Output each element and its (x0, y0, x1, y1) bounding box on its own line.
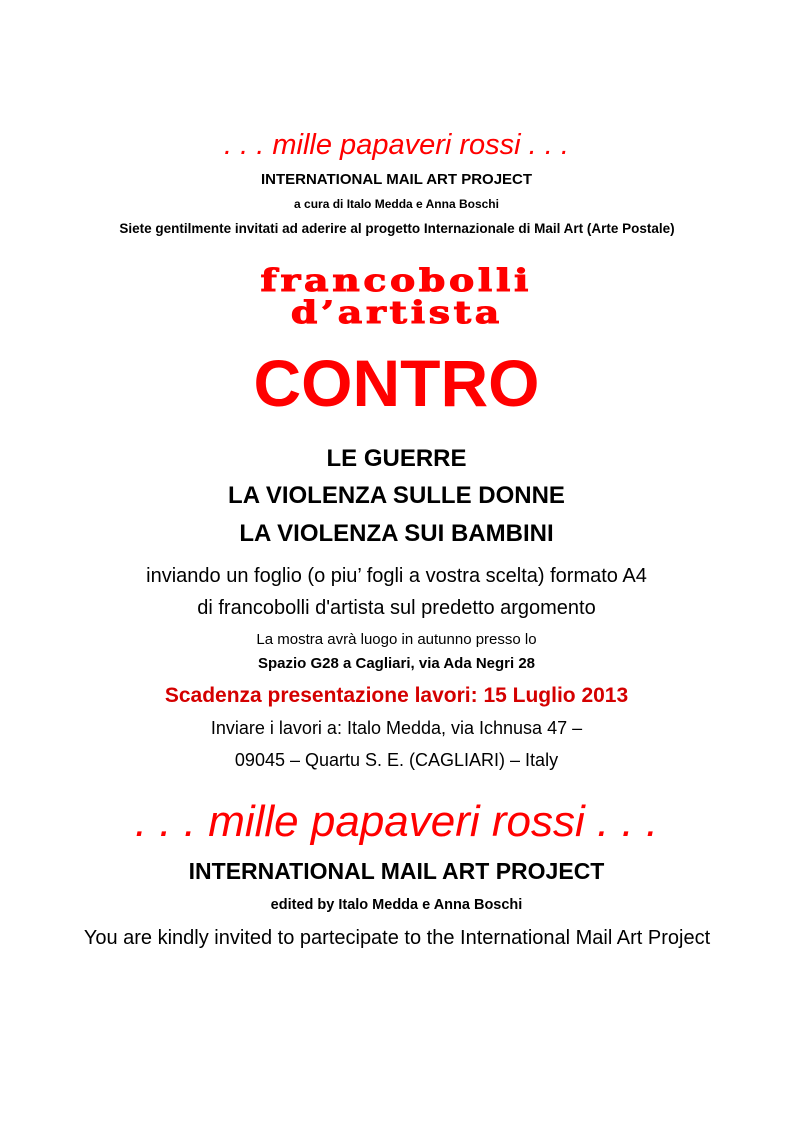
italian-title: . . . mille papaveri rossi . . . (224, 129, 569, 161)
stamp-heading (0, 265, 793, 297)
english-curators: edited by Italo Medda e Anna Boschi (270, 897, 523, 913)
address-line-2: 09045 – Quartu S. E. (CAGLIARI) – Italy (234, 750, 559, 770)
instructions-line-1: inviando un foglio (o piu’ fogli a vostra scelta) formato A4 (146, 565, 647, 587)
italian-curators: a cura di Italo Medda e Anna Boschi (294, 197, 499, 211)
stamp-heading-line1: francobolli (260, 263, 533, 299)
exhibition-venue: Spazio G28 a Cagliari, via Ada Negri 28 (257, 655, 536, 672)
topic-3: LA VIOLENZA SUI BAMBINI (239, 520, 554, 547)
instructions-line-2: di francobolli d'artista sul predetto argomento (197, 597, 596, 619)
exhibition-line-1: La mostra avrà luogo in autunno presso lo (256, 631, 537, 648)
english-invitation: You are kindly invited to partecipate to the International Mail Art Project (83, 927, 711, 949)
contro-heading: CONTRO (253, 346, 540, 420)
english-title: . . . mille papaveri rossi . . . (134, 797, 659, 846)
address-line-1: Inviare i lavori a: Italo Medda, via Ichnusa 47 – (210, 718, 583, 738)
italian-invitation: Siete gentilmente invitati ad aderire al progetto Internazionale di Mail Art (Arte Postale) (119, 221, 675, 236)
topic-1: LE GUERRE (326, 445, 467, 472)
italian-project-heading: INTERNATIONAL MAIL ART PROJECT (260, 171, 533, 188)
deadline: Scadenza presentazione lavori: 15 Luglio 2013 (164, 684, 629, 707)
english-project-heading: INTERNATIONAL MAIL ART PROJECT (188, 858, 605, 884)
stamp-heading-line2: d’artista (290, 295, 503, 331)
stamp-heading-row2 (0, 297, 793, 329)
topic-2: LA VIOLENZA SULLE DONNE (228, 482, 565, 509)
